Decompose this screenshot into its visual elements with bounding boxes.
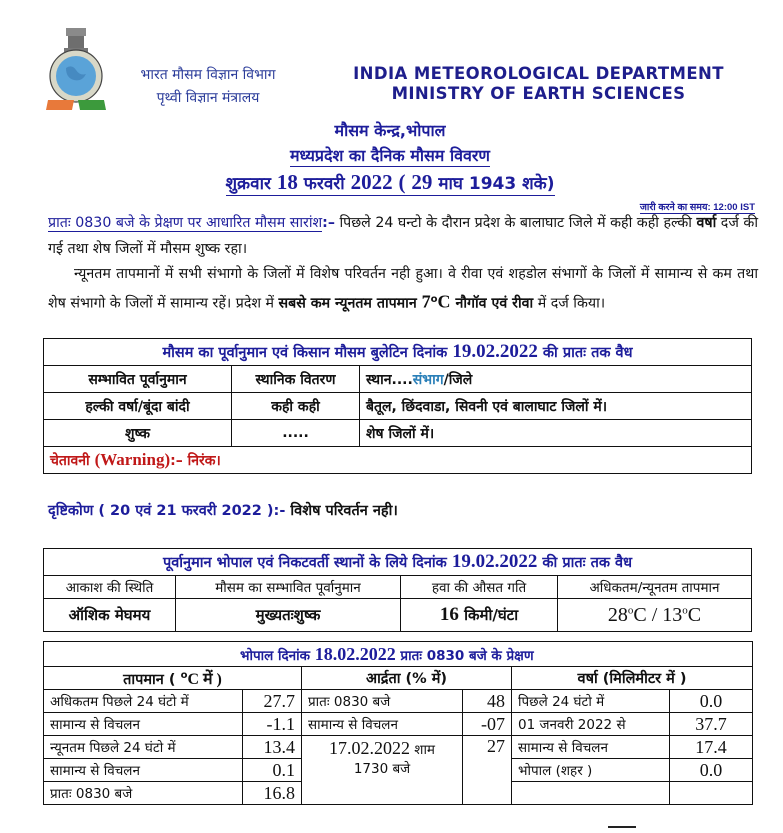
temp-header-b: C में )	[187, 671, 222, 688]
summary-paragraph-2	[48, 261, 758, 317]
obs-title-date: 18.02.2022	[314, 643, 396, 664]
org-line-2: पृथ्वी विज्ञान मंत्रालय	[156, 90, 260, 106]
weather-value: मुख्यतःशुष्क	[176, 599, 401, 632]
bhopal-forecast-title-date: 19.02.2022	[451, 551, 538, 572]
outlook-label: दृष्टिकोण ( 20 एवं 21 फरवरी 2022 ):-	[48, 503, 286, 519]
temp-label: प्रातः 0830 बजे	[44, 782, 243, 805]
obs-title-a: भोपाल दिनांक	[240, 647, 315, 664]
lowest-temp-value: 7	[421, 291, 431, 312]
summary-p2-a: न्यूनतम तापमानों में सभी संभागो के जिलों में विशेष परिवर्तन नही हुआ। वे रीवा एवं शहडोल संभागों के जिलों में सामान्य से कम तथा शेष संभागो के जिलों में सामान्य रहें। प्रदेश में	[48, 266, 758, 312]
report-title-text: मध्यप्रदेश का दैनिक मौसम विवरण	[289, 146, 490, 165]
celsius-unit: C	[633, 603, 647, 626]
forecast-table	[43, 338, 752, 474]
temp-label: सामान्य से विचलन	[44, 713, 243, 736]
issue-time: जारी करने का समय: 12:00 IST	[639, 202, 755, 213]
rain-label: भोपाल (शहर )	[512, 759, 670, 782]
forecast-table-title	[44, 339, 752, 366]
temp-value: 0.1	[243, 759, 302, 782]
warning-label: चेतावनी	[50, 453, 95, 469]
rain-label: 01 जनवरी 2022 से	[512, 713, 670, 736]
org-line-1: भारत मौसम विज्ञान विभाग	[140, 67, 276, 83]
rain-value-empty	[670, 782, 753, 805]
temp-label: न्यूनतम पिछले 24 घंटो में	[44, 736, 243, 759]
humidity-time: 1730 बजे	[353, 761, 411, 777]
bhopal-forecast-title	[44, 549, 752, 576]
rain-value: 37.7	[670, 713, 753, 736]
summary-p2-b: में दर्ज किया।	[533, 295, 606, 312]
header-sky: आकाश की स्थिति	[44, 576, 176, 599]
humidity-value: 27	[463, 736, 512, 805]
header-forecast: सम्भावित पूर्वानुमान	[44, 366, 232, 393]
emblem-lions	[66, 28, 86, 36]
table-row	[44, 713, 753, 736]
bhopal-forecast-title-b: की प्रातः तक वैध	[537, 555, 632, 571]
summary-p1-b: दर्ज की गई तथा शेष जिलों में मौसम शुष्क रहा।	[48, 215, 758, 257]
table-row	[44, 690, 753, 713]
date-month: फरवरी	[303, 174, 345, 194]
org-line-1-en: INDIA METEOROLOGICAL DEPARTMENT	[353, 64, 724, 83]
rain-label-empty	[512, 782, 670, 805]
header-places-b: /जिले	[443, 371, 473, 388]
org-name-hindi	[118, 64, 298, 110]
degree-sign: o	[430, 294, 438, 305]
row-forecast: हल्की वर्षा/बूंदा बांदी	[44, 393, 232, 420]
rain-value: 17.4	[670, 736, 753, 759]
forecast-title-date: 19.02.2022	[452, 341, 538, 362]
row-places: शेष जिलों में।	[360, 420, 752, 447]
header-distribution: स्थानिक वितरण	[232, 366, 360, 393]
wind-value	[401, 599, 558, 632]
humidity-value: 48	[463, 690, 512, 713]
saka-day: 29	[411, 170, 433, 194]
humidity-header: आर्द्रता (% में)	[302, 667, 512, 690]
temp-value: 13.4	[243, 736, 302, 759]
row-forecast: शुष्क	[44, 420, 232, 447]
header-places-a: स्थान....	[366, 371, 413, 388]
humidity-evening: शाम	[409, 742, 436, 758]
warning-text: :– निरंक।	[170, 453, 221, 469]
temp-value: -1.1	[243, 713, 302, 736]
degree-sign: o	[180, 670, 188, 682]
summary-lead: प्रातः 0830 बजे के प्रेक्षण पर आधारित मौसम सारांश	[48, 215, 323, 231]
saka-open: (	[398, 170, 406, 194]
summary-lead-sep: :–	[322, 215, 335, 231]
bhopal-obs-title	[44, 642, 753, 667]
bhopal-forecast-table	[43, 548, 752, 632]
signature-mark	[608, 826, 636, 831]
obs-title-b: प्रातः 0830 बजे के प्रेक्षण	[395, 647, 534, 664]
warning-label-en: (Warning)	[94, 450, 171, 469]
humidity-label: सामान्य से विचलन	[302, 713, 463, 736]
temp-value	[558, 599, 752, 632]
date-day: शुक्रवार	[225, 174, 271, 194]
temp-header-a: तापमान (	[123, 672, 181, 688]
min-temp: 13	[662, 603, 683, 626]
header-places	[360, 366, 752, 393]
forecast-title-a: मौसम का पूर्वानुमान एवं किसान मौसम बुलेटिन दिनांक	[162, 345, 453, 361]
warning-row	[44, 447, 752, 474]
rainfall-header: वर्षा (मिलिमीटर में )	[512, 667, 753, 690]
humidity-label	[302, 736, 463, 805]
wind-speed: 16	[439, 604, 459, 625]
org-name-english	[316, 64, 761, 104]
header-temperature: अधिकतम/न्यूनतम तापमान	[558, 576, 752, 599]
org-line-2-en: MINISTRY OF EARTH SCIENCES	[391, 84, 686, 103]
report-date	[150, 170, 630, 195]
outlook	[48, 500, 398, 520]
centre-name: मौसम केन्द्र,भोपाल	[334, 121, 446, 140]
temp-separator: /	[646, 603, 663, 626]
rain-label: पिछले 24 घंटो में	[512, 690, 670, 713]
temp-value: 16.8	[243, 782, 302, 805]
humidity-value: -07	[463, 713, 512, 736]
header-wind: हवा की औसत गति	[401, 576, 558, 599]
table-row	[44, 736, 753, 759]
summary-p1-bold: वर्षा	[696, 215, 717, 231]
summary-p1-a: पिछले 24 घन्टो के दौरान प्रदेश के बालाघाट जिले में कही कही हल्की	[334, 215, 697, 231]
temp-label: अधिकतम पिछले 24 घंटो में	[44, 690, 243, 713]
bhopal-observation-table	[43, 641, 753, 805]
summary-paragraph-1	[48, 210, 758, 262]
header-weather: मौसम का सम्भावित पूर्वानुमान	[176, 576, 401, 599]
humidity-label: प्रातः 0830 बजे	[302, 690, 463, 713]
summary-p2-bold2: नौगॉव एवं रीवा	[450, 295, 534, 312]
date-num: 18	[276, 170, 298, 194]
degree-sign: o	[682, 603, 688, 616]
summary-p2-bold1: सबसे कम न्यूनतम तापमान	[278, 295, 422, 312]
imd-logo	[36, 26, 116, 114]
humidity-date: 17.02.2022	[328, 738, 410, 758]
header-places-division: संभाग	[412, 371, 444, 388]
rain-value: 0.0	[670, 759, 753, 782]
forecast-title-b: की प्रातः तक वैध	[537, 345, 633, 361]
max-temp: 28	[607, 603, 628, 626]
row-distribution: .....	[232, 420, 360, 447]
date-year: 2022	[350, 170, 393, 194]
report-date-line	[225, 170, 555, 196]
outlook-text: विशेष परिवर्तन नही।	[285, 503, 398, 519]
table-row	[44, 420, 752, 447]
rain-label: सामान्य से विचलन	[512, 736, 670, 759]
temp-label: सामान्य से विचलन	[44, 759, 243, 782]
sky-value: ऑशिक मेघमय	[44, 599, 176, 632]
row-places: बैतूल, छिंदवाडा, सिवनी एवं बालाघाट जिलों में।	[360, 393, 752, 420]
celsius-unit: C	[437, 291, 451, 312]
row-distribution: कही कही	[232, 393, 360, 420]
rain-value: 0.0	[670, 690, 753, 713]
wind-unit: किमी/घंटा	[458, 606, 519, 624]
saka-rest: माघ 1943 शके)	[438, 174, 555, 194]
report-title	[150, 144, 630, 166]
celsius-unit: C	[687, 603, 702, 626]
temperature-header	[44, 667, 302, 690]
table-row	[44, 393, 752, 420]
degree-sign: o	[627, 603, 634, 616]
bhopal-forecast-title-a: पूर्वानुमान भोपाल एवं निकटवर्ती स्थानों के लिये दिनांक	[162, 555, 452, 571]
temp-value: 27.7	[243, 690, 302, 713]
